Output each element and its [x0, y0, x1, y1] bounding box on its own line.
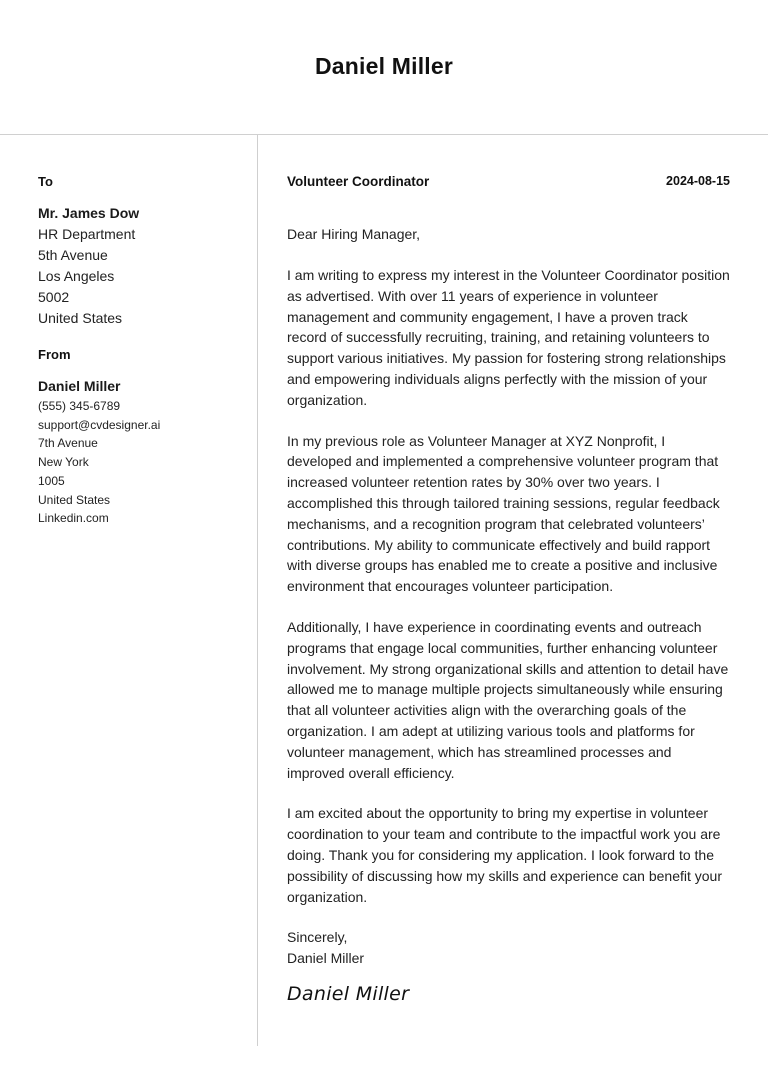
recipient-country: United States — [38, 310, 123, 326]
letter-topline — [287, 174, 730, 194]
sender-city: New York — [38, 455, 89, 470]
from-label: From — [38, 347, 71, 362]
sender-country: United States — [38, 492, 111, 507]
paragraph: I am excited about the opportunity to bring my expertise in volunteer coordination to your team and contribute to the impactful work you are doing. Thank you for considering my application. I look forward to the possibility of discussing how my skills and experience can benefit your organization. — [287, 805, 722, 905]
paragraph: I am writing to express my interest in the Volunteer Coordinator position as advertised. With over 11 years of experience in volunteer management and community engagement, I have a proven track record of successfully recruiting, training, and retaining volunteers to support various initiatives. My passion for fostering strong relationships and empowering individuals aligns perfectly with the mission of your organization. — [287, 267, 730, 408]
column-divider — [257, 135, 258, 1046]
recipient-postal-code: 5002 — [38, 289, 70, 305]
recipient-city: Los Angeles — [38, 268, 115, 284]
letter-date: 2024-08-15 — [666, 174, 730, 188]
sender-phone: (555) 345-6789 — [38, 399, 121, 413]
to-label: To — [38, 174, 53, 189]
closing: Sincerely, — [287, 929, 348, 946]
letter-body — [287, 174, 730, 1005]
sender-name: Daniel Miller — [38, 378, 121, 394]
paragraph: Additionally, I have experience in coordinating events and outreach programs that engage local communities, further enhancing volunteer involvement. My strong organizational skills and attention to detail have allowed me to manage multiple projects simultaneously while ensuring that all volunteer activities align with the overarching goals of the organization. I am adept at utilizing various tools and platforms for volunteer management, which has streamlined processes and improved overall efficiency. — [287, 618, 729, 781]
paragraph: In my previous role as Volunteer Manager at XYZ Nonprofit, I developed and implemented a comprehensive volunteer program that increased volunteer retention rates by 30% over two years. I accomplished this through tailored training sessions, regular feedback mechanisms, and a recognition program that celebrated volunteers’ contributions. My ability to communicate effectively and build rapport with diverse groups has enabled me to create a positive and inclusive environment that encourages volunteer participation. — [287, 432, 720, 595]
sidebar — [38, 174, 248, 528]
recipient-department: HR Department — [38, 226, 136, 242]
sender-postal-code: 1005 — [38, 473, 65, 488]
closing-name: Daniel Miller — [287, 950, 365, 967]
recipient-street: 5th Avenue — [38, 247, 108, 263]
signature: Daniel Miller — [287, 983, 410, 1006]
sender-street: 7th Avenue — [38, 436, 98, 451]
greeting: Dear Hiring Manager, — [287, 226, 421, 242]
sender-email: support@cvdesigner.ai — [38, 417, 161, 432]
sender-linkedin: Linkedin.com — [38, 511, 109, 526]
job-title: Volunteer Coordinator — [287, 174, 430, 189]
recipient-name: Mr. James Dow — [38, 205, 140, 221]
header-name: Daniel Miller — [314, 53, 454, 79]
letter-header — [0, 0, 768, 135]
